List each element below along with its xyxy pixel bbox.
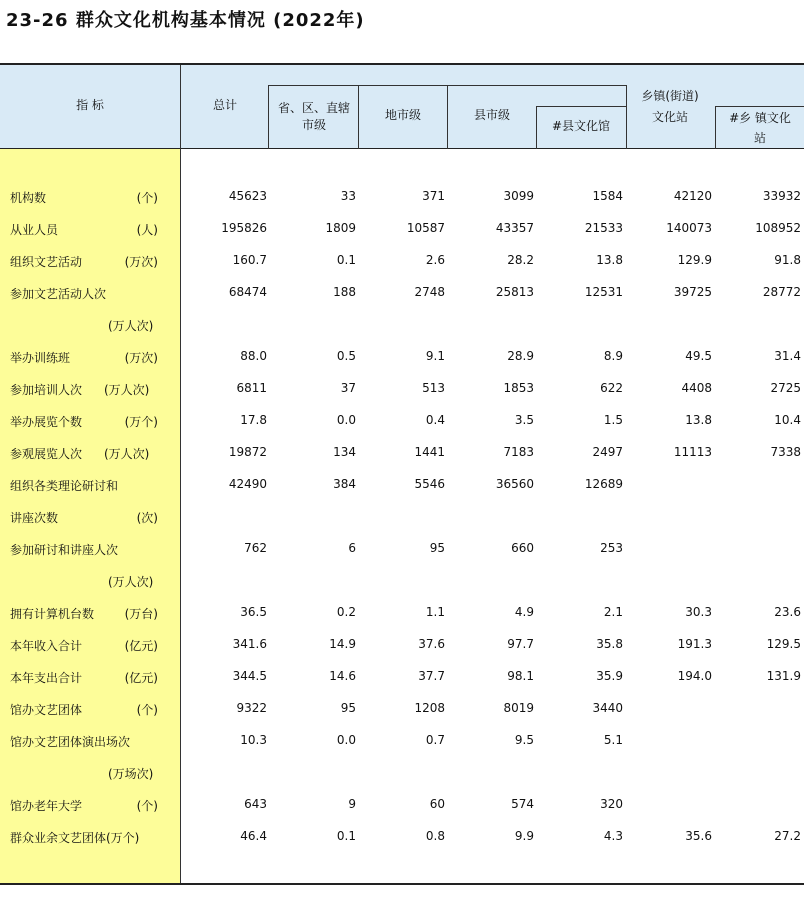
cell-value: 25813	[495, 285, 534, 299]
cell-value: 35.6	[685, 829, 712, 843]
cell-value: 4.3	[603, 829, 623, 843]
cell-value: 43357	[495, 221, 534, 235]
row-label: 组织各类理论研讨和	[10, 479, 119, 493]
cell-value: 7183	[503, 445, 534, 459]
cell-value: 643	[244, 797, 267, 811]
cell-value: 1.5	[603, 413, 623, 427]
cell-value: 31.4	[774, 349, 801, 363]
cell-value: 253	[600, 541, 623, 555]
row-unit: (个)	[136, 799, 158, 813]
cell-value: 10587	[406, 221, 445, 235]
cell-value: 384	[333, 477, 356, 491]
row-label: 参加研讨和讲座人次	[10, 543, 119, 557]
row-label: 参观展览人次	[10, 447, 83, 461]
cell-value: 1809	[325, 221, 356, 235]
cell-value: 0.8	[425, 829, 445, 843]
header-divider-4	[536, 106, 537, 149]
cell-value: 2.6	[425, 253, 445, 267]
cell-value: 1441	[414, 445, 445, 459]
cell-value: 12689	[584, 477, 623, 491]
row-unit: (个)	[136, 191, 158, 205]
cell-value: 23.6	[774, 605, 801, 619]
cell-value: 2497	[592, 445, 623, 459]
page-title: 23-26 群众文化机构基本情况 (2022年)	[6, 10, 365, 31]
cell-value: 0.7	[425, 733, 445, 747]
cell-value: 27.2	[774, 829, 801, 843]
cell-value: 37	[340, 381, 356, 395]
cell-value: 60	[429, 797, 445, 811]
header-line-township-sub	[715, 106, 804, 107]
cell-value: 194.0	[677, 669, 712, 683]
cell-value: 1.1	[425, 605, 445, 619]
header-prefecture: 地市级	[384, 108, 421, 122]
row-unit: (万人次)	[108, 319, 154, 333]
header-divider-6	[715, 106, 716, 149]
row-unit: (万次)	[124, 351, 158, 365]
cell-value: 160.7	[232, 253, 267, 267]
cell-value: 2.1	[603, 605, 623, 619]
cell-value: 108952	[755, 221, 801, 235]
cell-value: 371	[422, 189, 445, 203]
cell-value: 8019	[503, 701, 534, 715]
row-unit: (万场次)	[108, 767, 154, 781]
row-label: 从业人员	[10, 223, 59, 237]
cell-value: 98.1	[507, 669, 534, 683]
row-unit: (万人次)	[104, 447, 150, 461]
cell-value: 46.4	[240, 829, 267, 843]
row-label: 群众业余文艺团体(万个)	[10, 831, 140, 845]
cell-value: 10.3	[240, 733, 267, 747]
cell-value: 97.7	[507, 637, 534, 651]
cell-value: 14.9	[329, 637, 356, 651]
cell-value: 5.1	[603, 733, 623, 747]
cell-value: 33	[340, 189, 356, 203]
cell-value: 188	[333, 285, 356, 299]
cell-value: 49.5	[685, 349, 712, 363]
row-label: 馆办文艺团体	[10, 703, 83, 717]
cell-value: 0.1	[336, 253, 356, 267]
header-township: 乡镇(街道)文化站	[641, 89, 699, 124]
cell-value: 341.6	[232, 637, 267, 651]
cell-value: 660	[511, 541, 534, 555]
cell-value: 622	[600, 381, 623, 395]
row-label: 馆办老年大学	[10, 799, 83, 813]
cell-value: 574	[511, 797, 534, 811]
cell-value: 12531	[584, 285, 623, 299]
header-indicator: 指 标	[76, 98, 104, 112]
cell-value: 0.5	[336, 349, 356, 363]
cell-value: 13.8	[596, 253, 623, 267]
cell-value: 37.6	[418, 637, 445, 651]
cell-value: 35.9	[596, 669, 623, 683]
row-unit: (亿元)	[124, 639, 158, 653]
row-label: 参加文艺活动人次	[10, 287, 107, 301]
cell-value: 9322	[236, 701, 267, 715]
cell-value: 95	[340, 701, 356, 715]
cell-value: 19872	[228, 445, 267, 459]
cell-value: 191.3	[677, 637, 712, 651]
cell-value: 9	[348, 797, 356, 811]
header-total: 总计	[212, 98, 237, 112]
cell-value: 6811	[236, 381, 267, 395]
cell-value: 68474	[228, 285, 267, 299]
cell-value: 42120	[673, 189, 712, 203]
cell-value: 91.8	[774, 253, 801, 267]
row-label: 举办训练班	[10, 351, 71, 365]
cell-value: 11113	[673, 445, 712, 459]
row-label: 本年收入合计	[10, 639, 83, 653]
cell-value: 9.1	[425, 349, 445, 363]
row-label: 讲座次数	[10, 511, 59, 525]
cell-value: 3099	[503, 189, 534, 203]
cell-value: 5546	[414, 477, 445, 491]
cell-value: 9.9	[514, 829, 534, 843]
row-unit: (人)	[136, 223, 158, 237]
row-label: 机构数	[10, 191, 47, 205]
cell-value: 134	[333, 445, 356, 459]
header-provincial: 省、区、直辖市级	[278, 101, 351, 132]
cell-value: 7338	[770, 445, 801, 459]
row-unit: (亿元)	[124, 671, 158, 685]
row-label: 本年支出合计	[10, 671, 83, 685]
header-county: 县市级	[473, 108, 510, 122]
cell-value: 344.5	[232, 669, 267, 683]
row-label: 组织文艺活动	[10, 255, 83, 269]
header-divider-2	[358, 85, 359, 149]
cell-value: 45623	[228, 189, 267, 203]
cell-value: 14.6	[329, 669, 356, 683]
cell-value: 1584	[592, 189, 623, 203]
row-label: 参加培训人次	[10, 383, 83, 397]
table-bottom-rule	[0, 883, 804, 885]
row-unit: (次)	[136, 511, 158, 525]
cell-value: 3.5	[514, 413, 534, 427]
cell-value: 2748	[414, 285, 445, 299]
cell-value: 9.5	[514, 733, 534, 747]
row-unit: (万台)	[124, 607, 158, 621]
header-divider-3	[447, 85, 448, 149]
cell-value: 17.8	[240, 413, 267, 427]
cell-value: 0.0	[336, 733, 356, 747]
cell-value: 6	[348, 541, 356, 555]
cell-value: 28.9	[507, 349, 534, 363]
cell-value: 10.4	[774, 413, 801, 427]
cell-value: 21533	[584, 221, 623, 235]
cell-value: 35.8	[596, 637, 623, 651]
cell-value: 1208	[414, 701, 445, 715]
cell-value: 3440	[592, 701, 623, 715]
cell-value: 39725	[673, 285, 712, 299]
cell-value: 4408	[681, 381, 712, 395]
cell-value: 28772	[762, 285, 801, 299]
header-county-culture-hall: #县文化馆	[551, 119, 611, 133]
row-unit: (万人次)	[104, 383, 150, 397]
row-label: 举办展览个数	[10, 415, 83, 429]
cell-value: 0.4	[425, 413, 445, 427]
cell-value: 42490	[228, 477, 267, 491]
cell-value: 1853	[503, 381, 534, 395]
cell-value: 8.9	[603, 349, 623, 363]
header-township-station: #乡 镇文化站	[729, 111, 791, 145]
header-divider-1	[268, 85, 269, 149]
header-line-county-sub	[536, 106, 626, 107]
cell-value: 2725	[770, 381, 801, 395]
cell-value: 36560	[495, 477, 534, 491]
cell-value: 140073	[666, 221, 712, 235]
cell-value: 95	[429, 541, 445, 555]
cell-value: 36.5	[240, 605, 267, 619]
cell-value: 129.5	[766, 637, 801, 651]
cell-value: 13.8	[685, 413, 712, 427]
cell-value: 4.9	[514, 605, 534, 619]
cell-value: 37.7	[418, 669, 445, 683]
row-label: 馆办文艺团体演出场次	[10, 735, 131, 749]
header-bottom-rule	[0, 148, 804, 149]
row-unit: (个)	[136, 703, 158, 717]
cell-value: 88.0	[240, 349, 267, 363]
cell-value: 195826	[221, 221, 267, 235]
cell-value: 0.2	[336, 605, 356, 619]
table-top-rule	[0, 63, 804, 65]
cell-value: 129.9	[677, 253, 712, 267]
header-divider-5	[626, 85, 627, 149]
cell-value: 33932	[762, 189, 801, 203]
cell-value: 131.9	[766, 669, 801, 683]
cell-value: 28.2	[507, 253, 534, 267]
cell-value: 320	[600, 797, 623, 811]
cell-value: 30.3	[685, 605, 712, 619]
row-unit: (万次)	[124, 255, 158, 269]
row-unit: (万人次)	[108, 575, 154, 589]
cell-value: 513	[422, 381, 445, 395]
cell-value: 762	[244, 541, 267, 555]
cell-value: 0.1	[336, 829, 356, 843]
row-label: 拥有计算机台数	[10, 607, 95, 621]
row-unit: (万个)	[124, 415, 158, 429]
stub-divider	[180, 65, 181, 883]
cell-value: 0.0	[336, 413, 356, 427]
